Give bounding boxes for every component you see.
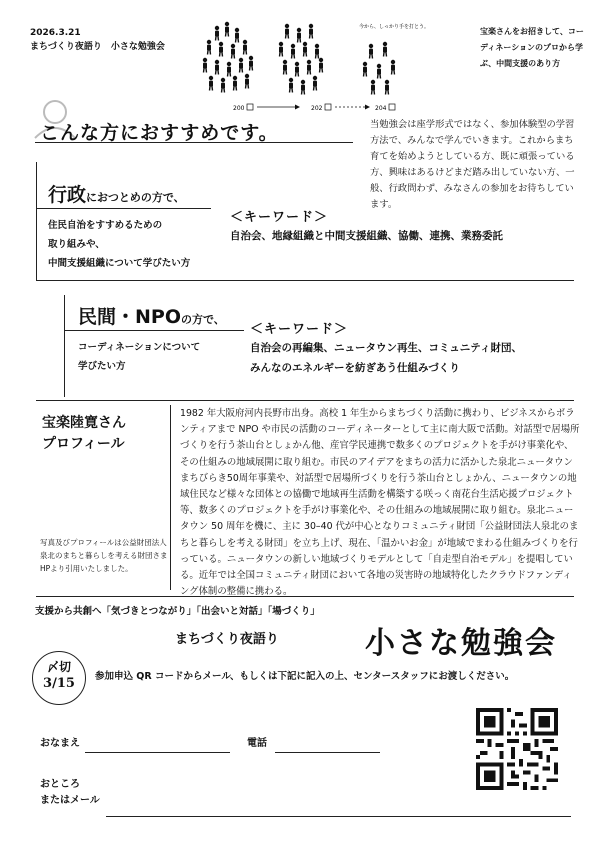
recommend-title: こんな方におすすめです。 (40, 122, 279, 144)
divider (36, 208, 211, 209)
divider (36, 400, 574, 401)
gov-left-rule (36, 162, 37, 280)
profile-divider (170, 405, 171, 590)
profile-body: 1982 年大阪府河内長野市出身。高校 1 年生からまちづくり活動に携わり、ビジネスからボランティアまで NPO や市民の活動のコーディネーターとして主に南大阪で活動。対話型で居場所づくりを行う茶山台としょかん他、産官学民連携で数多くのプロジェクトを手がけ事業化や、その仕組みの地域展開に取り組む。市民のアイデアをまちの活力に活かした泉北ニュータウンまちびらき50周年事業や、対話型で居場所づくりを行う茶山台としょかん、ニュータウンの地域住民など様々な団体との協働で地域再生活動を構築する咲っく南花台生活応援プロジェクト等、数多くのプロジェクトを手がけ事業化や、その仕組みの地域展開に取り組む。泉北ニュータウン 50 周年を機に、主に 30–40 代が中心となりコミュニティ財団「公益財団法人泉北のまちと暮らしを考える財団」を立ち上げ、現在、「温かいお金」が地域でまわる仕組みづくりを行っている。ニュータウンの新しい地域づくりモデルとして「自走型自治モデル」を提唱している。近年では全国コミュニティ財団において各地の災害時の地域特化したクラウドファンディング体制の整備に携わる。 (180, 408, 580, 598)
year-label-a: 200 (233, 105, 245, 112)
crowd-group-3 (363, 42, 395, 95)
apply-instructions: 参加申込 QR コードからメール、もしくは下記に記入の上、センタースタッフにお渡しください。 (95, 671, 515, 682)
header-right-text: 宝楽さんをお招きして、コーディネーションのプロから学ぶ、中間支援のあり方 (480, 27, 584, 68)
address-label: おところ またはメール (40, 779, 100, 806)
crowd-group-1 (203, 22, 253, 93)
event-date: 2026.3.21 (30, 28, 81, 38)
tagline: 支援から共創へ「気づきとつながり」「出会いと対話」「場づくり」 (35, 606, 320, 617)
profile-photo-note: 写真及びプロフィールは公益財団法人泉北のまちと暮らしを考える財団さまHPより引用いたしました。 (40, 538, 168, 573)
npo-description: コーディネーションについて 学びたい方 (78, 342, 201, 372)
header-date-block (30, 26, 165, 54)
year-label-b: 202 (311, 105, 323, 112)
gov-keyword-body: 自治会、地縁組織と中間支援組織、協働、連携、業務委託 (230, 230, 503, 242)
gov-heading: 行政 (48, 184, 87, 206)
npo-heading-row (78, 302, 225, 329)
npo-heading: 民間・NPO (78, 306, 181, 328)
npo-left-rule (64, 295, 65, 397)
profile-name: 宝楽陸寛さん プロフィール (42, 415, 126, 452)
divider (64, 330, 244, 331)
npo-keyword-title: ＜キーワード＞ (250, 322, 349, 337)
event-sub-title: まちづくり夜語り (175, 632, 279, 647)
divider (36, 596, 574, 597)
gov-heading-row (48, 180, 185, 207)
event-subtitle: まちづくり夜語り 小さな勉強会 (30, 42, 165, 52)
qr-code-icon[interactable] (476, 708, 558, 790)
gov-keyword-title: ＜キーワード＞ (230, 210, 329, 225)
deadline-date: 3/15 (43, 676, 75, 691)
gov-heading-suffix: におつとめの方で、 (86, 191, 185, 204)
gov-description: 住民自治をすすめるための 取り組みや、 中間支援組織について学びたい方 (48, 220, 191, 269)
event-main-title: 小さな勉強会 (365, 626, 557, 661)
npo-keyword-body: 自治会の再編集、ニュータウン再生、コミュニティ財団、 みんなのエネルギーを紡ぎあう仕組みづくり (250, 342, 522, 374)
name-field-line[interactable] (85, 752, 230, 753)
speech-text: 今から、しっかり手を打とう。 (359, 24, 430, 30)
address-field-line[interactable] (106, 816, 571, 817)
deadline-badge (32, 651, 86, 705)
name-label: おなまえ (40, 738, 80, 749)
npo-heading-suffix: の方で、 (180, 313, 225, 326)
phone-field-line[interactable] (275, 752, 380, 753)
deadline-label: 〆切 (46, 660, 71, 674)
crowd-group-2 (279, 24, 323, 95)
people-illustration (195, 16, 430, 116)
divider (35, 142, 353, 143)
year-label-c: 204 (375, 105, 387, 112)
divider (36, 280, 574, 281)
recommend-intro: 当勉強会は座学形式ではなく、参加体験型の学習方法で、みんなで学んでいきます。これからまち育てを始めようとしている方、既に頑張っている方、興味はあるけどまだ踏み出していない方、一般、行政問わず、みなさんの参加をお待ちしています。 (370, 119, 575, 210)
phone-label: 電話 (247, 738, 267, 749)
